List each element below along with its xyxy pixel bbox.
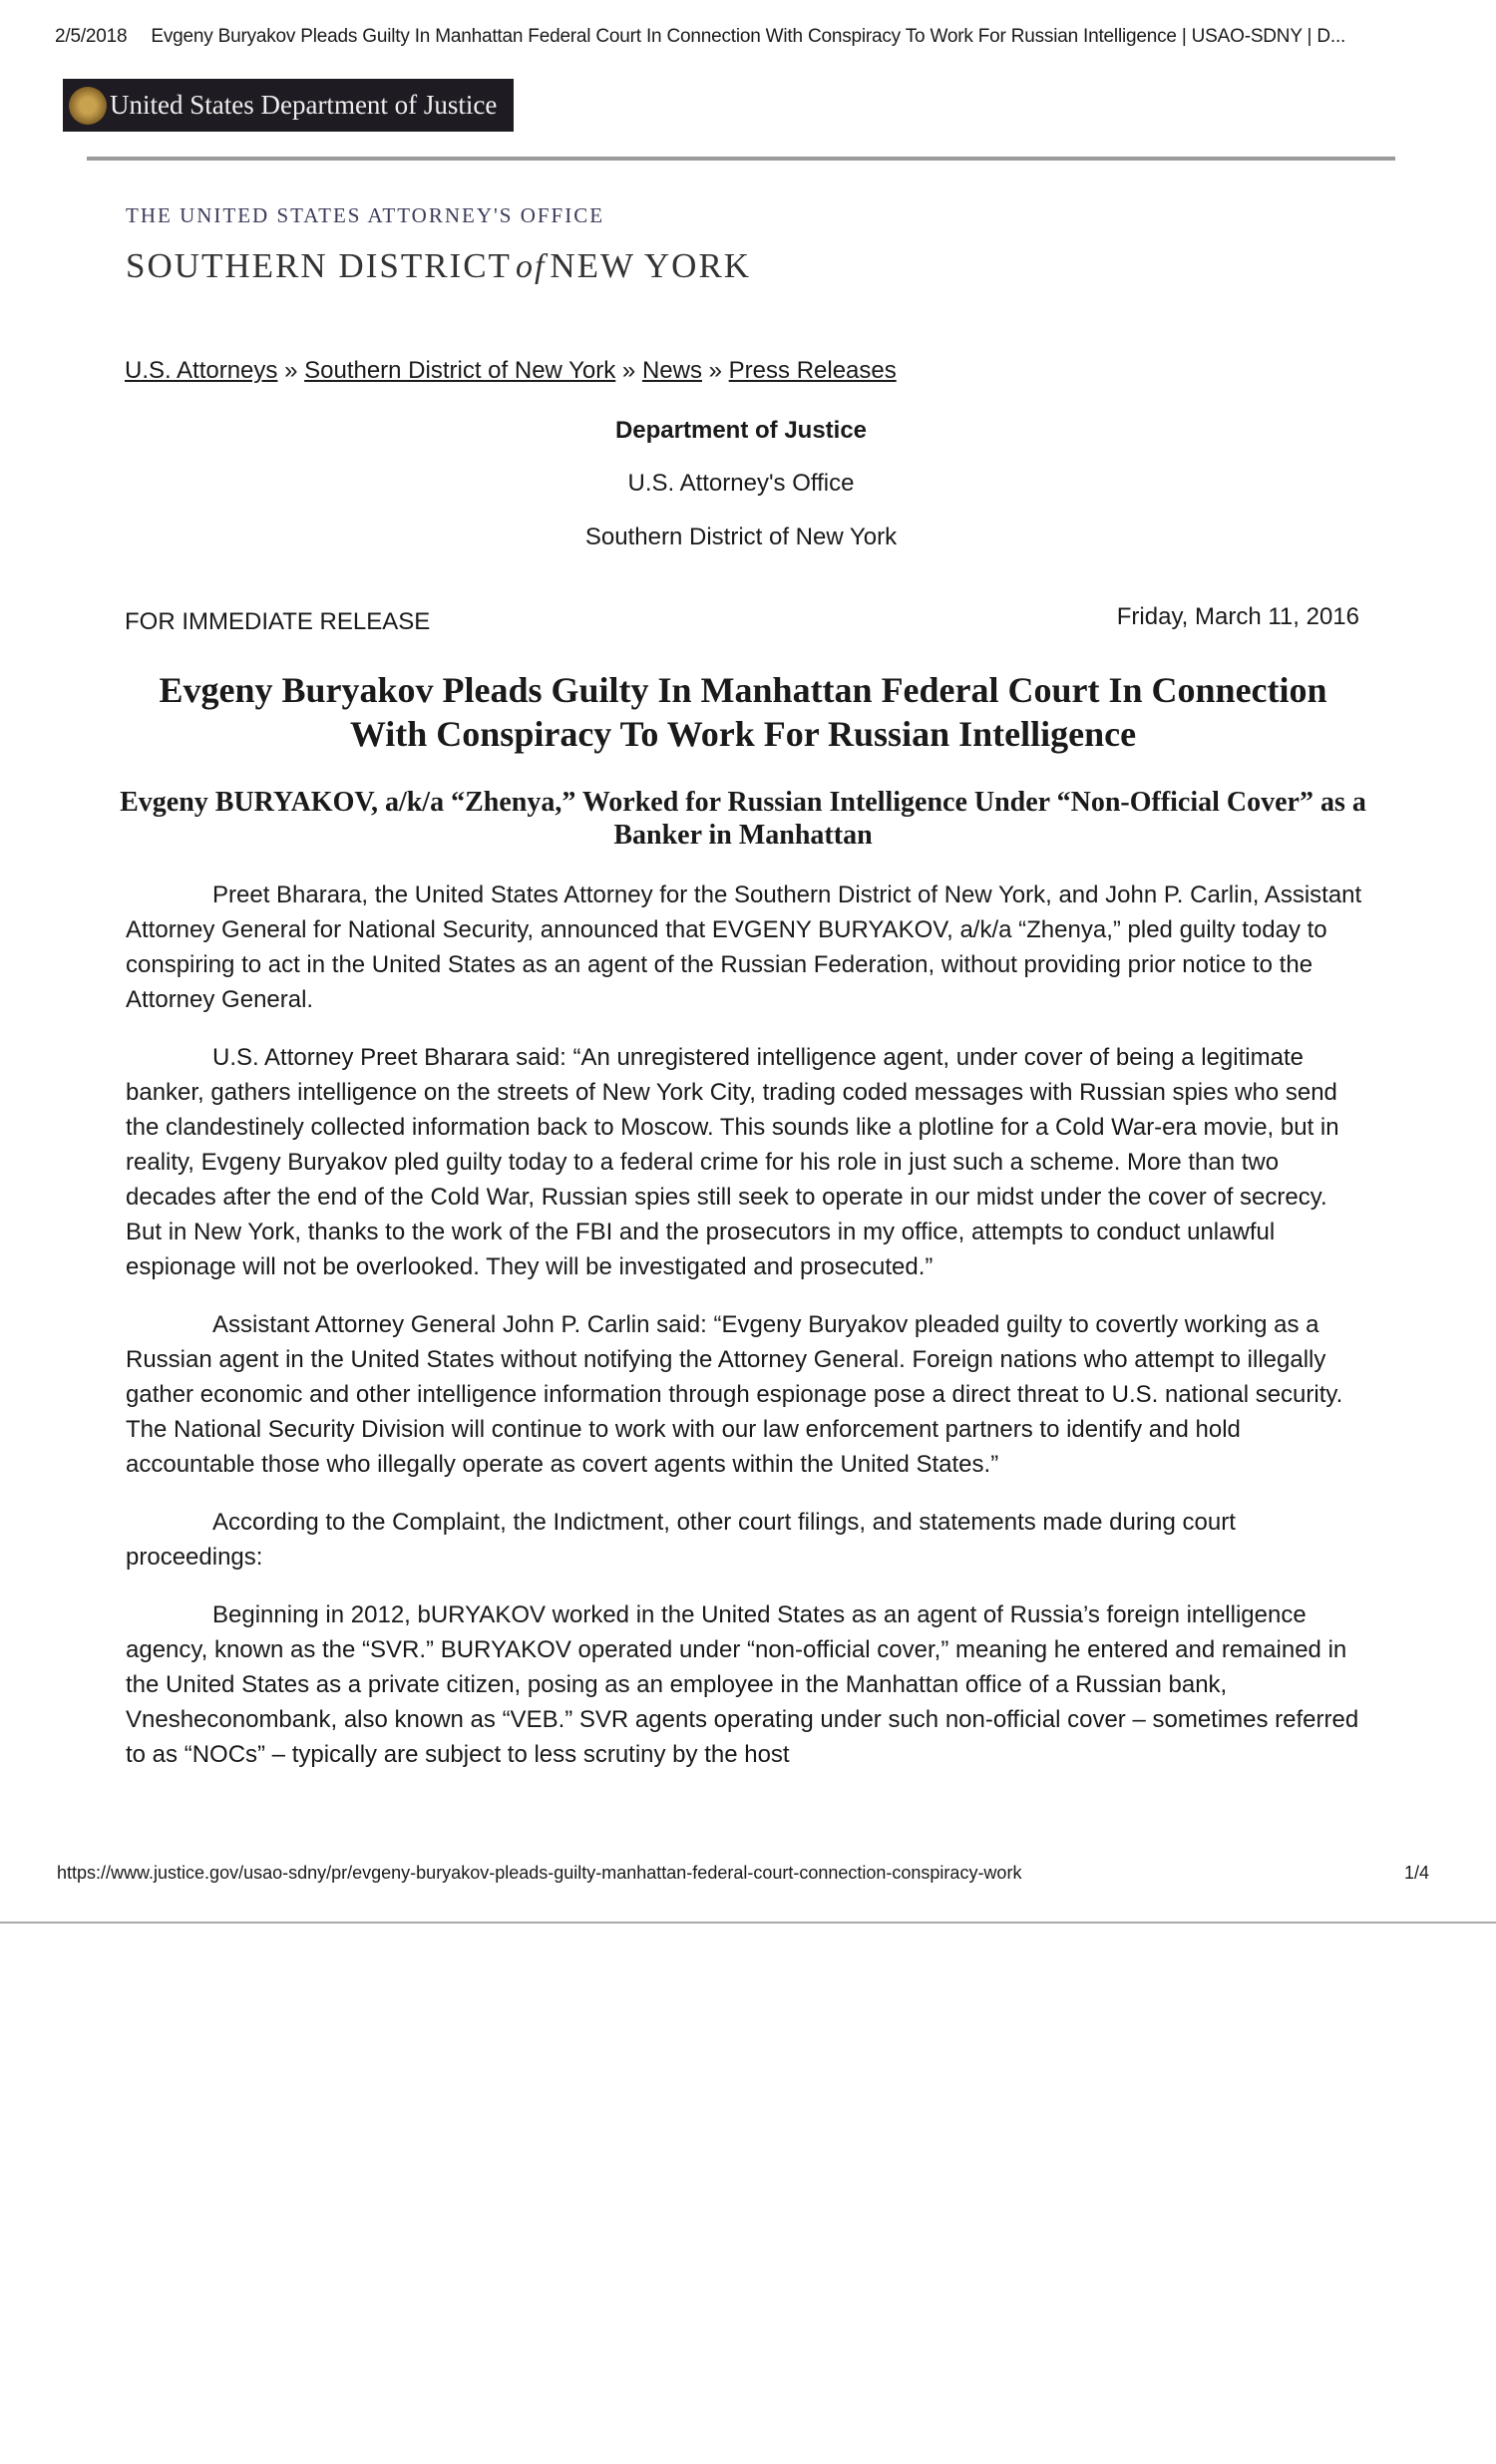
agency-district: Southern District of New York [584, 524, 898, 550]
breadcrumb-separator: » [708, 357, 722, 384]
paragraph: Preet Bharara, the United States Attorney for the Southern District of New York, and John P. Carlin, Assistant Attorney General for National Security, announced that EVGENY BURYAKOV, a/k/a “Zhenya,” pled guilty today to conspiring to act in the United States as an agent of the Russian Federation, without providing prior notice to the Attorney General. [126, 881, 1362, 1013]
office-logo-district: SOUTHERN DISTRICT [126, 246, 512, 285]
breadcrumb-separator: » [284, 357, 298, 384]
doj-seal-icon [69, 87, 107, 125]
paragraph: U.S. Attorney Preet Bharara said: “An unregistered intelligence agent, under cover of being a legitimate banker, gathers intelligence on the streets of New York City, trading coded messages with Russian spies who send the clandestinely collected information back to Moscow. This sounds like a plotline for a Cold War-era movie, but in reality, Evgeny Buryakov pled guilty today to a federal crime for his role in just such a scheme. More than two decades after the end of the Cold War, Russian spies still seek to operate in our midst under the cover of secrecy. But in New York, thanks to the work of the FBI and the prosecutors in my office, attempts to conduct unlawful espionage will not be overlooked. They will be investigated and prosecuted.” [126, 1044, 1339, 1280]
page-title: Evgeny Buryakov Pleads Guilty In Manhattan Federal Court In Connection With Conspiracy To Work For Russian Intelligence [159, 670, 1327, 754]
print-footer-url: https://www.justice.gov/usao-sdny/pr/evgeny-buryakov-pleads-guilty-manhattan-federal-court-connection-conspiracy-work [57, 1863, 1022, 1883]
breadcrumb-press-releases[interactable]: Press Releases [728, 357, 897, 384]
doj-banner[interactable] [63, 79, 514, 132]
agency-dept: Department of Justice [614, 417, 868, 444]
header-divider [87, 157, 1395, 161]
page-subtitle: Evgeny BURYAKOV, a/k/a “Zhenya,” Worked for Russian Intelligence Under “Non-Official Cover” as a Banker in Manhattan [120, 787, 1366, 851]
print-header [55, 26, 1345, 48]
doj-banner-text: United States Department of Justice [110, 90, 498, 120]
breadcrumb-news[interactable]: News [641, 357, 702, 384]
page-number: 1/4 [1404, 1863, 1430, 1883]
print-date: 2/5/2018 [55, 26, 128, 47]
office-logo-line1: THE UNITED STATES ATTORNEY'S OFFICE [126, 203, 605, 227]
paragraph: Beginning in 2012, bURYAKOV worked in the United States as an agent of Russia’s foreign intelligence agency, known as the “SVR.” BURYAKOV operated under “non-official cover,” meaning he entered and remained in the United States as a private citizen, posing as an employee in the Manhattan office of a Russian bank, Vnesheconombank, also known as “VEB.” SVR agents operating under such non-official cover – sometimes referred to as “NOCs” – typically are subject to less scrutiny by the host [126, 1601, 1359, 1768]
breadcrumb-us-attorneys[interactable]: U.S. Attorneys [125, 357, 278, 384]
breadcrumb-separator: » [621, 357, 636, 384]
office-logo-line2 [126, 246, 751, 286]
paragraph: Assistant Attorney General John P. Carlin said: “Evgeny Buryakov pleaded guilty to covertly working as a Russian agent in the United States without notifying the Attorney General. Foreign nations who attempt to illegally gather economic and other intelligence information through espionage pose a direct threat to U.S. national security. The National Security Division will continue to work with our law enforcement partners to identify and hold accountable those who illegally operate as covert agents within the United States.” [126, 1311, 1343, 1478]
page-edge-divider [0, 1922, 1496, 1924]
breadcrumb-sdny[interactable]: Southern District of New York [304, 357, 616, 384]
paragraph: According to the Complaint, the Indictment, other court filings, and statements made during court proceedings: [126, 1509, 1236, 1571]
agency-office: U.S. Attorney's Office [627, 470, 855, 497]
office-logo-of: of [515, 248, 547, 285]
print-title: Evgeny Buryakov Pleads Guilty In Manhattan Federal Court In Connection With Conspiracy To Work For Russian Intelligence | USAO-SDNY | D... [151, 26, 1346, 47]
article-body [126, 878, 1366, 1795]
release-date: Friday, March 11, 2016 [1116, 603, 1359, 630]
office-logo-state: NEW YORK [550, 246, 752, 285]
release-label: FOR IMMEDIATE RELEASE [125, 608, 431, 635]
breadcrumb [125, 357, 897, 385]
